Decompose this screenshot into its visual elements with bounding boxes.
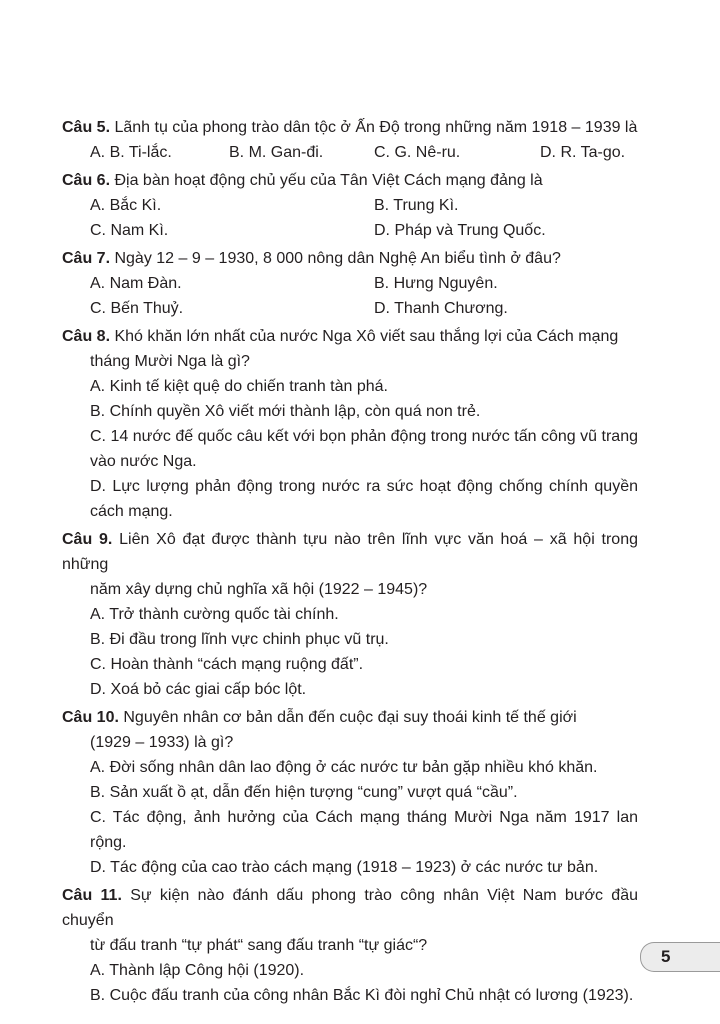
- question-11: [62, 883, 638, 958]
- option: C. Tác động, ảnh hưởng của Cách mạng tháng Mười Nga năm 1917 lan rộng.: [90, 809, 638, 851]
- question-10: [62, 705, 638, 755]
- question-text: Khó khăn lớn nhất của nước Nga Xô viết sau thắng lợi của Cách mạng: [114, 328, 619, 345]
- option: D. Pháp và Trung Quốc.: [374, 222, 546, 239]
- option: B. Trung Kì.: [374, 197, 459, 214]
- option: D. Tác động của cao trào cách mạng (1918 – 1923) ở các nước tư bản.: [90, 859, 599, 876]
- question-list: [62, 112, 638, 1008]
- question-5: [62, 115, 638, 140]
- options: [62, 958, 638, 1008]
- question-text-continued: (1929 – 1933) là gì?: [90, 734, 234, 751]
- question-text: Liên Xô đạt được thành tựu nào trên lĩnh vực văn hoá – xã hội trong những: [62, 531, 638, 573]
- options: [62, 602, 638, 702]
- option: A. B. Ti-lắc.: [90, 144, 172, 161]
- options: [62, 374, 638, 524]
- page-number: 5: [661, 947, 671, 966]
- option: B. Chính quyền Xô viết mới thành lập, còn quá non trẻ.: [90, 403, 481, 420]
- question-text: Nguyên nhân cơ bản dẫn đến cuộc đại suy thoái kinh tế thế giới: [123, 709, 577, 726]
- options: [62, 193, 638, 243]
- option: D. Xoá bỏ các giai cấp bóc lột.: [90, 681, 307, 698]
- option: B. M. Gan-đi.: [229, 144, 324, 161]
- question-number: Câu 5.: [62, 119, 111, 136]
- option: B. Cuộc đấu tranh của công nhân Bắc Kì đòi nghỉ Chủ nhật có lương (1923).: [90, 987, 634, 1004]
- option: B. Sản xuất ồ ạt, dẫn đến hiện tượng “cung” vượt quá “cầu”.: [90, 784, 518, 801]
- question-number: Câu 7.: [62, 250, 111, 267]
- question-text: Lãnh tụ của phong trào dân tộc ở Ấn Độ trong những năm 1918 – 1939 là: [114, 119, 638, 136]
- option: C. 14 nước đế quốc câu kết với bọn phản động trong nước tấn công vũ trang vào nước Nga.: [90, 428, 638, 470]
- option: D. Lực lượng phản động trong nước ra sức hoạt động chống chính quyền cách mạng.: [90, 478, 638, 520]
- option: A. Nam Đàn.: [90, 275, 182, 292]
- question-text: Địa bàn hoạt động chủ yếu của Tân Việt Cách mạng đảng là: [114, 172, 543, 189]
- option: B. Đi đầu trong lĩnh vực chinh phục vũ trụ.: [90, 631, 389, 648]
- option: C. Nam Kì.: [90, 222, 169, 239]
- question-8: [62, 324, 638, 374]
- question-number: Câu 8.: [62, 328, 111, 345]
- question-text-continued: tháng Mười Nga là gì?: [90, 353, 250, 370]
- question-number: Câu 11.: [62, 887, 122, 904]
- option: A. Bắc Kì.: [90, 197, 162, 214]
- question-text: Ngày 12 – 9 – 1930, 8 000 nông dân Nghệ An biểu tình ở đâu?: [114, 250, 561, 267]
- question-number: Câu 6.: [62, 172, 111, 189]
- option: C. Hoàn thành “cách mạng ruộng đất”.: [90, 656, 364, 673]
- option: D. Thanh Chương.: [374, 300, 508, 317]
- question-number: Câu 10.: [62, 709, 119, 726]
- option: A. Kinh tế kiệt quệ do chiến tranh tàn phá.: [90, 378, 388, 395]
- option: C. G. Nê-ru.: [374, 144, 461, 161]
- option: B. Hưng Nguyên.: [374, 275, 498, 292]
- question-text: Sự kiện nào đánh dấu phong trào công nhân Việt Nam bước đầu chuyển: [62, 887, 638, 929]
- option: A. Đời sống nhân dân lao động ở các nước tư bản gặp nhiều khó khăn.: [90, 759, 598, 776]
- option: C. Bến Thuỷ.: [90, 300, 184, 317]
- options: [62, 140, 638, 165]
- question-6: [62, 168, 638, 193]
- question-7: [62, 246, 638, 271]
- option: A. Thành lập Công hội (1920).: [90, 962, 305, 979]
- question-9: [62, 527, 638, 602]
- option: A. Trở thành cường quốc tài chính.: [90, 606, 339, 623]
- options: [62, 271, 638, 321]
- options: [62, 755, 638, 880]
- question-text-continued: năm xây dựng chủ nghĩa xã hội (1922 – 1945)?: [90, 581, 428, 598]
- question-number: Câu 9.: [62, 531, 113, 548]
- option: D. R. Ta-go.: [540, 144, 626, 161]
- question-text-continued: từ đấu tranh “tự phát“ sang đấu tranh “tự giác“?: [90, 937, 428, 954]
- page-number-tab: [640, 942, 720, 972]
